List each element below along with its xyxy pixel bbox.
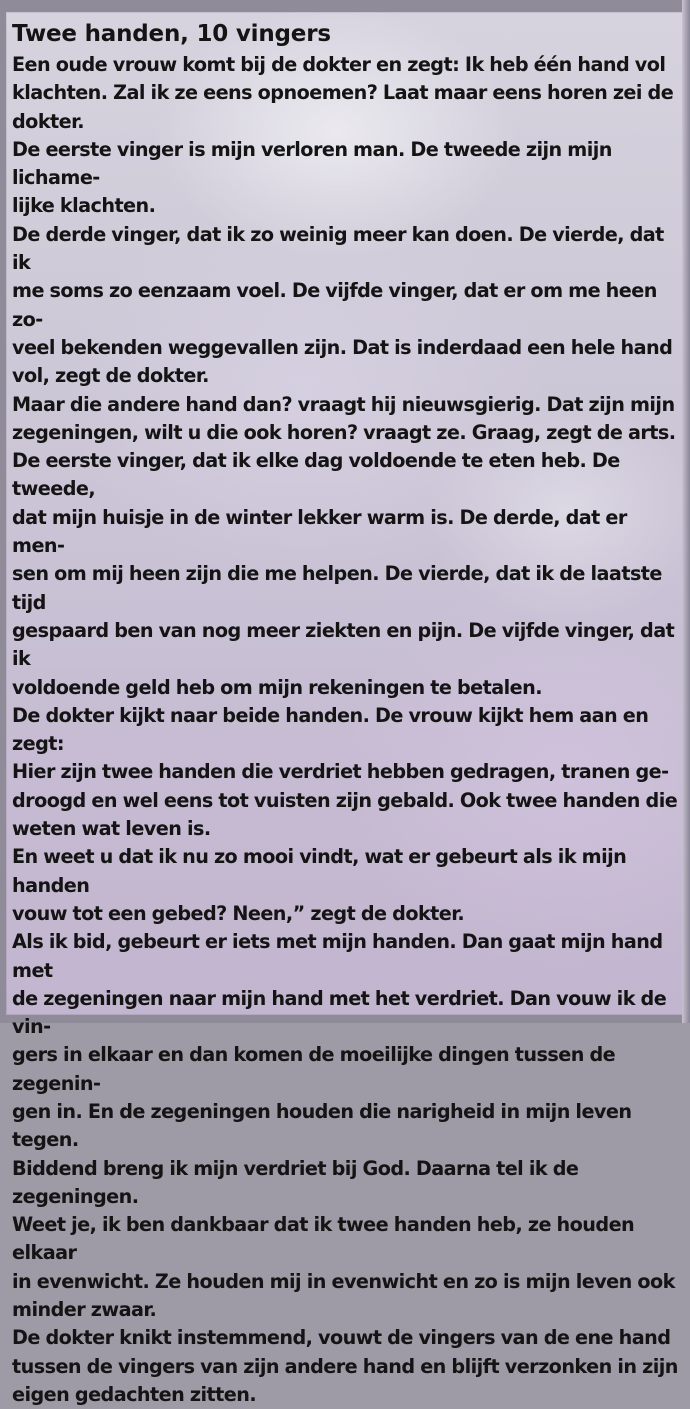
paragraph-2: De eerste vinger is mijn verloren man. De tweede zijn mijn lichame- lijke klachten.: [12, 137, 612, 218]
paragraph-5: De eerste vinger, dat ik elke dag voldoende te eten heb. De tweede, dat mijn huisje in de winter lekker warm is. De derde, dat er men- sen om mij heen zijn die me helpen. De vierde, dat ik de laatste tijd gespaard ben van nog meer ziekten en pijn. De vijfde vinger, dat ik voldoende geld heb om mijn rekeningen te betalen.: [12, 449, 675, 699]
paragraph-8: Als ik bid, gebeurt er iets met mijn handen. Dan gaat mijn hand met de zegeningen naar mijn hand met het verdriet. Dan vouw ik de vin- gers in elkaar en dan komen de moeilijke dingen tussen de zegenin- gen in. En de zegeningen houden die narigheid in mijn leven tegen. Biddend breng ik mijn verdriet bij God. Daarna tel ik de zegeningen. Weet je, ik ben dankbaar dat ik twee handen heb, ze houden elkaar in evenwicht. Ze houden mij in evenwicht en zo is mijn leven ook minder zwaar.: [12, 930, 675, 1322]
paragraph-3: De derde vinger, dat ik zo weinig meer kan doen. De vierde, dat ik me soms zo eenzaam voel. De vijfde vinger, dat er om me heen zo- veel bekenden weggevallen zijn. Dat is inderdaad een hele hand vol, zegt de dokter.: [12, 222, 673, 388]
paragraph-1: Een oude vrouw komt bij de dokter en zegt: Ik heb één hand vol klachten. Zal ik ze eens opnoemen? Laat maar eens horen zei de dokter.: [12, 53, 674, 133]
paragraph-9: De dokter knikt instemmend, vouwt de vingers van de ene hand tussen de vingers van zijn andere hand en blijft verzonken in zijn eigen gedachten zitten.: [12, 1326, 678, 1406]
paragraph-4: Maar die andere hand dan? vraagt hij nieuwsgierig. Dat zijn mijn zegeningen, wilt u die ook horen? vraagt ze. Graag, zegt de arts.: [12, 392, 676, 444]
right-edge-shadow: [682, 0, 690, 1023]
paragraph-6: De dokter kijkt naar beide handen. De vrouw kijkt hem aan en zegt: Hier zijn twee handen die verdriet hebben gedragen, tranen ge- droogd en wel eens tot vuisten zijn gebald. Ook twee handen die weten wat leven is.: [12, 703, 678, 841]
document-body: [12, 20, 680, 1409]
text-panel: [6, 12, 684, 1406]
document-title: Twee handen, 10 vingers: [12, 21, 331, 47]
paragraph-7: En weet u dat ik nu zo mooi vindt, wat er gebeurt als ik mijn handen vouw tot een gebed? Neen,” zegt de dokter.: [12, 845, 627, 925]
